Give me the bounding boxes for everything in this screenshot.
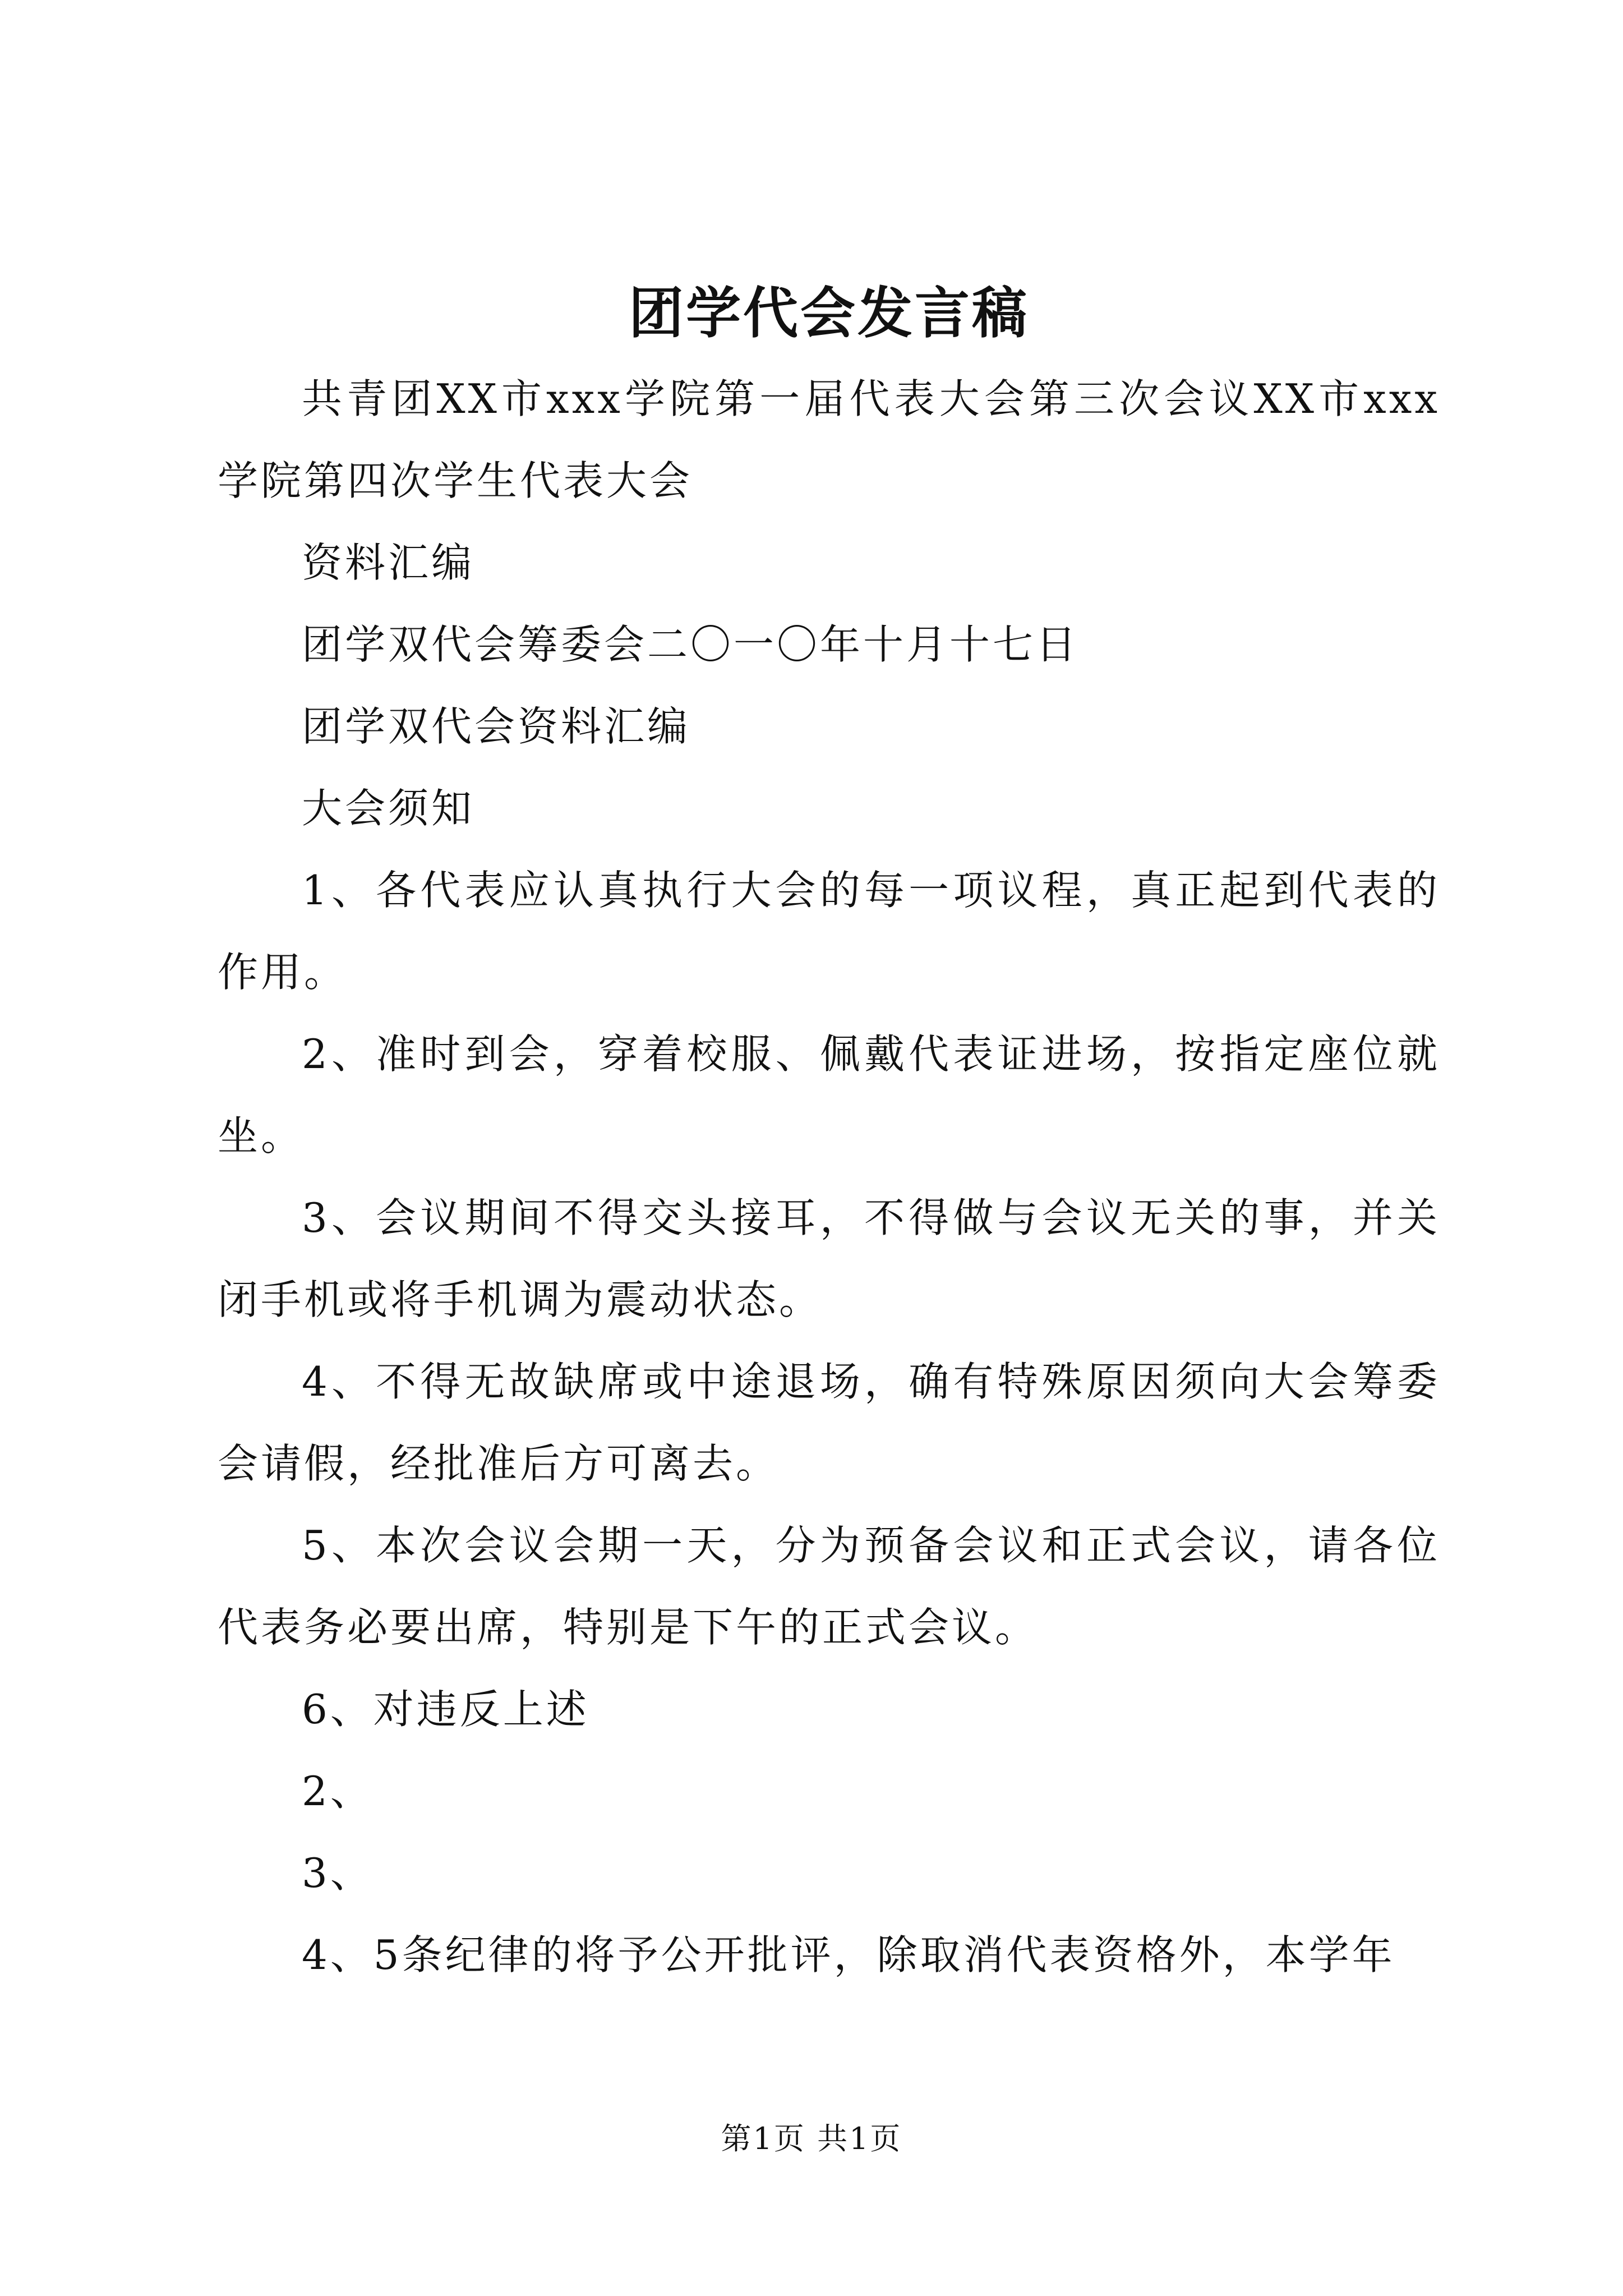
paragraph-item-2: 2、 (302, 1767, 374, 1815)
paragraph-rule-4: 4、不得无故缺席或中途退场，确有特殊原因须向大会筹委会请假，经批准后方可离去。 (218, 1358, 1440, 1487)
paragraph-meeting-name: 共青团XX市xxx学院第一届代表大会第三次会议XX市xxx学院第四次学生代表大会 (218, 375, 1440, 504)
paragraph-item-3: 3、 (302, 1849, 374, 1897)
paragraph-committee-date: 团学双代会筹委会二〇一〇年十月十七日 (302, 620, 1080, 668)
paragraph-notice-heading: 大会须知 (302, 784, 475, 832)
paragraph-item-4-5: 4、5条纪律的将予公开批评，除取消代表资格外，本学年 (302, 1931, 1395, 1978)
page-footer: 第1页 共1页 (721, 2121, 902, 2156)
paragraph-rule-3: 3、会议期间不得交头接耳，不得做与会议无关的事，并关闭手机或将手机调为震动状态。 (218, 1194, 1440, 1323)
paragraph-compilation-title: 团学双代会资料汇编 (302, 702, 691, 750)
paragraph-rule-2: 2、准时到会，穿着校服、佩戴代表证进场，按指定座位就坐。 (218, 1030, 1440, 1159)
paragraph-compilation: 资料汇编 (302, 539, 475, 586)
paragraph-rule-6: 6、对违反上述 (302, 1685, 589, 1733)
paragraph-rule-1: 1、各代表应认真执行大会的每一项议程，真正起到代表的作用。 (218, 866, 1440, 996)
document-title: 团学代会发言稿 (628, 281, 1029, 346)
paragraph-rule-5: 5、本次会议会期一天，分为预备会议和正式会议，请各位代表务必要出席，特别是下午的正式会议。 (218, 1521, 1440, 1651)
document-body (218, 280, 1440, 1996)
